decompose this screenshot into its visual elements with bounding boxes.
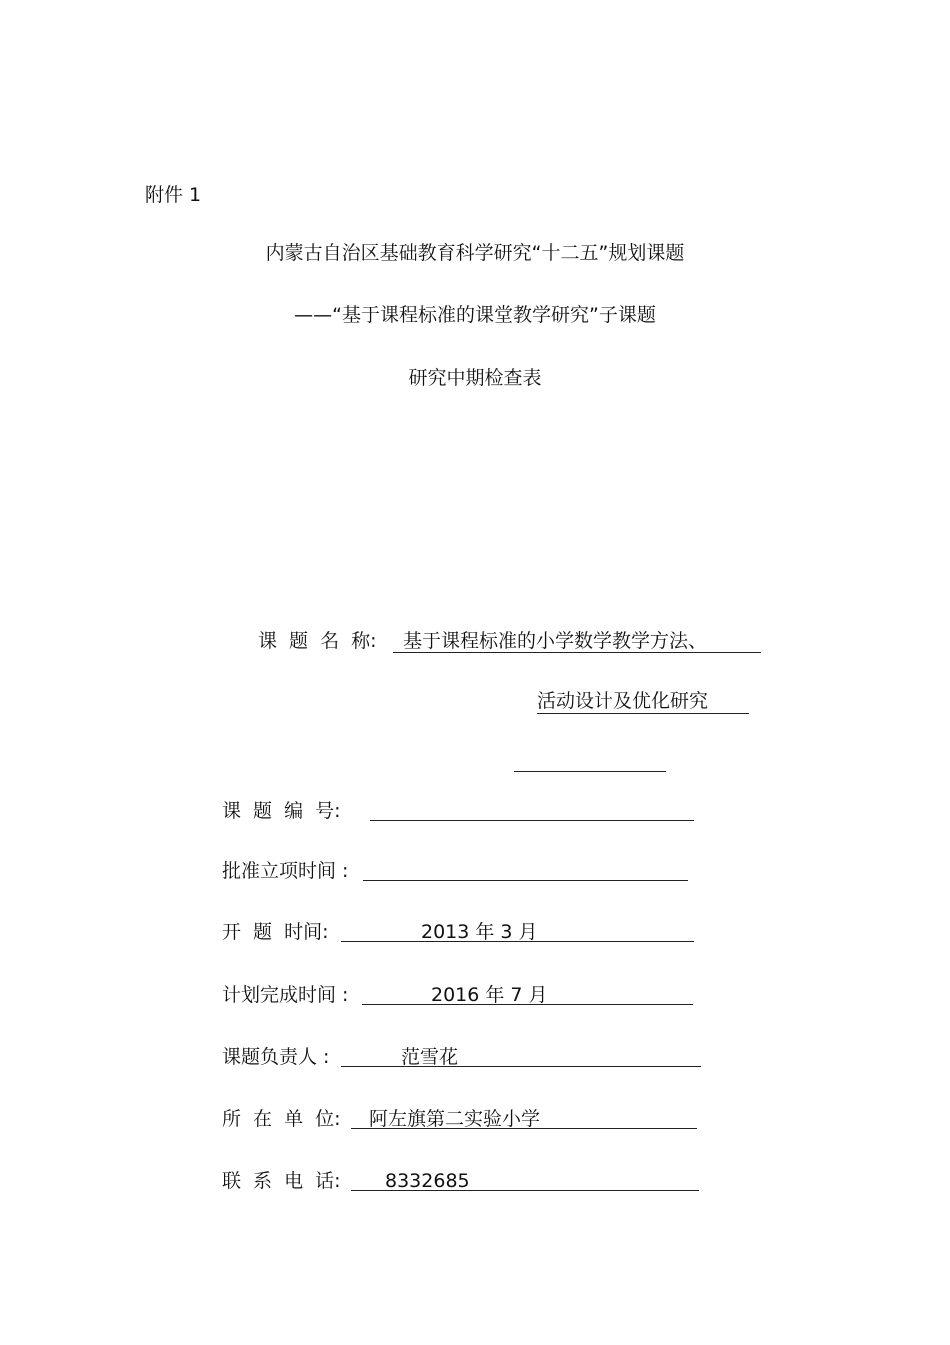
topic-name-underline-3 xyxy=(514,771,666,772)
opening-time-label: 开 题 时间: xyxy=(222,921,329,943)
leader-label: 课题负责人 : xyxy=(222,1046,330,1068)
phone-label: 联 系 电 话: xyxy=(222,1170,341,1192)
topic-name-underline-2 xyxy=(537,713,749,714)
approval-time-underline xyxy=(363,880,688,881)
phone-value: 8332685 xyxy=(385,1170,470,1192)
attachment-label: 附件 1 xyxy=(145,184,202,206)
unit-value: 阿左旗第二实验小学 xyxy=(369,1108,541,1130)
leader-value: 范雪花 xyxy=(401,1046,459,1068)
topic-name-value-line2: 活动设计及优化研究 xyxy=(537,690,709,712)
opening-time-value: 2013 年 3 月 xyxy=(421,921,538,943)
planned-completion-value: 2016 年 7 月 xyxy=(431,984,548,1006)
topic-number-underline xyxy=(370,820,694,821)
planned-completion-label: 计划完成时间 : xyxy=(222,984,349,1006)
topic-name-underline-1 xyxy=(393,652,761,653)
title-line-1: 内蒙古自治区基础教育科学研究“十二五”规划课题 xyxy=(265,242,685,264)
unit-label: 所 在 单 位: xyxy=(222,1108,341,1130)
title-line-2: ——“基于课程标准的课堂教学研究”子课题 xyxy=(294,304,656,326)
topic-number-label: 课 题 编 号: xyxy=(222,800,341,822)
approval-time-label: 批准立项时间 : xyxy=(222,860,349,882)
title-line-3: 研究中期检查表 xyxy=(408,367,542,389)
leader-underline xyxy=(341,1066,701,1067)
topic-name-label: 课 题 名 称: xyxy=(258,630,377,652)
topic-name-value-line1: 基于课程标准的小学数学教学方法、 xyxy=(403,630,708,652)
